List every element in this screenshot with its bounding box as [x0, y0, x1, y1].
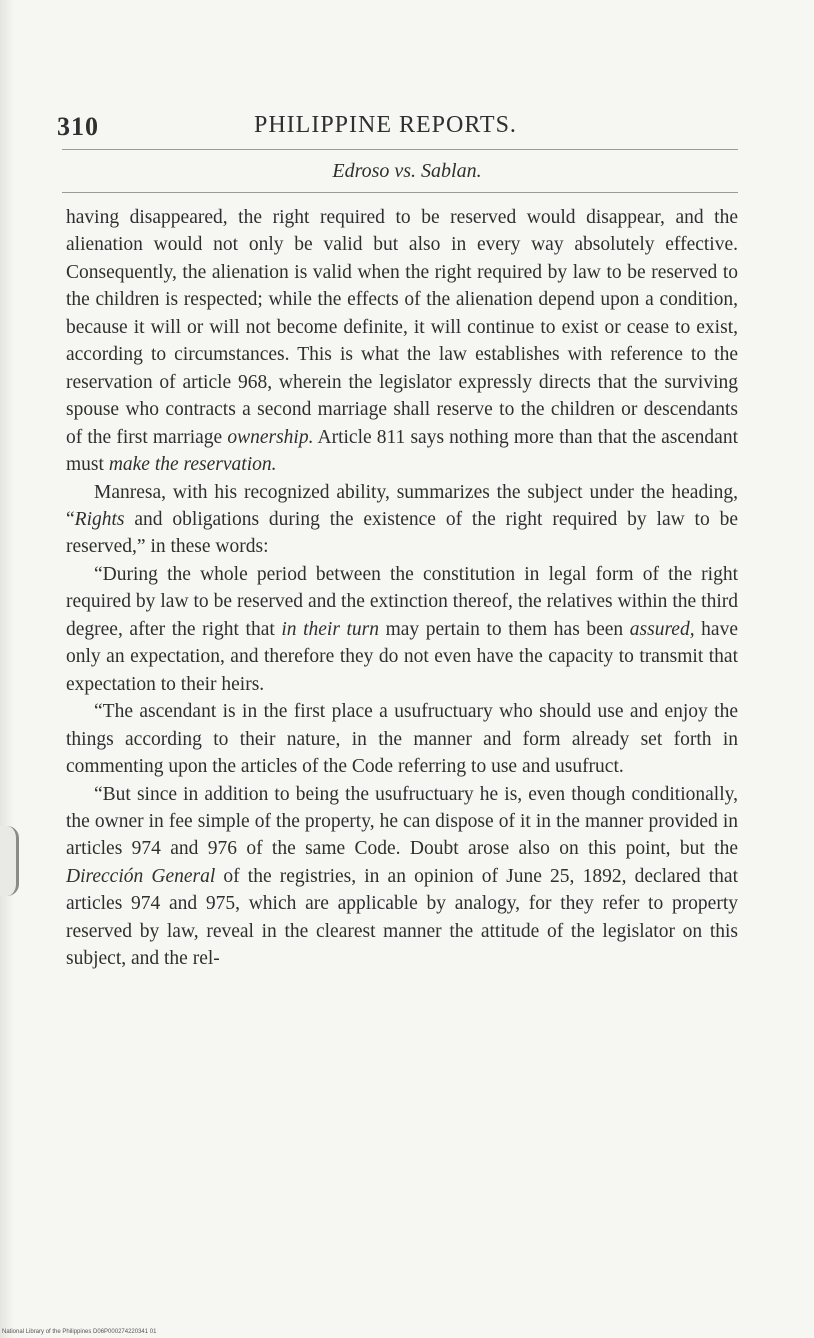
- paragraph-1: having disappeared, the right required to be reserved would disappear, and the alienation would not only be valid but also in every way absolutely effective. Consequently, the alienation is valid when the right required by law to be reserved to the children is respected; while the effects of the alienation depend upon a condition, because it will or will not become definite, it will continue to exist or cease to exist, according to circumstances. This is what the law establishes with reference to the reservation of article 968, wherein the legislator expressly directs that the surviving spouse who contracts a second marriage shall reserve to the children or descendants of the first marriage ownership. Article 811 says nothing more than that the ascendant must make the reservation.: [66, 207, 739, 476]
- header-rule-bottom: [62, 192, 738, 193]
- paragraph-5: “But since in addition to being the usufructuary he is, even though conditionally, the owner in fee simple of the property, he can dispose of it in the manner provided in articles 974 and 976 of the same Code. Doubt arose also on this point, but the Dirección General of the registries, in an opinion of June 25, 1892, declared that articles 974 and 975, which are applicable by analogy, for they refer to property reserved by law, reveal in the clearest manner the attitude of the legislator on this subject, and the rel-: [66, 783, 738, 970]
- paragraph-3: “During the whole period between the constitution in legal form of the right required by law to be reserved and the extinction thereof, the relatives within the third degree, after the right that in their turn may pertain to them has been assured, have only an expectation, and therefore they do not even have the capacity to transmit that expectation to their heirs.: [66, 563, 738, 695]
- binding-clip: [0, 826, 19, 896]
- paragraph-4: “The ascendant is in the first place a usufructuary who should use and enjoy the things according to their nature, in the manner and form already set forth in commenting upon the articles of the Code referring to use and usufruct.: [66, 701, 738, 778]
- header-rule-top: [62, 149, 738, 150]
- scan-footer: National Library of the Philippines D06P000274220341 01: [2, 1329, 157, 1335]
- running-head: PHILIPPINE REPORTS.: [254, 112, 517, 138]
- page-edge: [0, 0, 14, 1338]
- body-text: [66, 204, 738, 973]
- page-number: 310: [57, 112, 99, 141]
- paragraph-2: Manresa, with his recognized ability, summarizes the subject under the heading, “Rights and obligations during the existence of the right required by law to be reserved,” in these words:: [66, 481, 738, 558]
- case-title: Edroso vs. Sablan.: [332, 160, 482, 182]
